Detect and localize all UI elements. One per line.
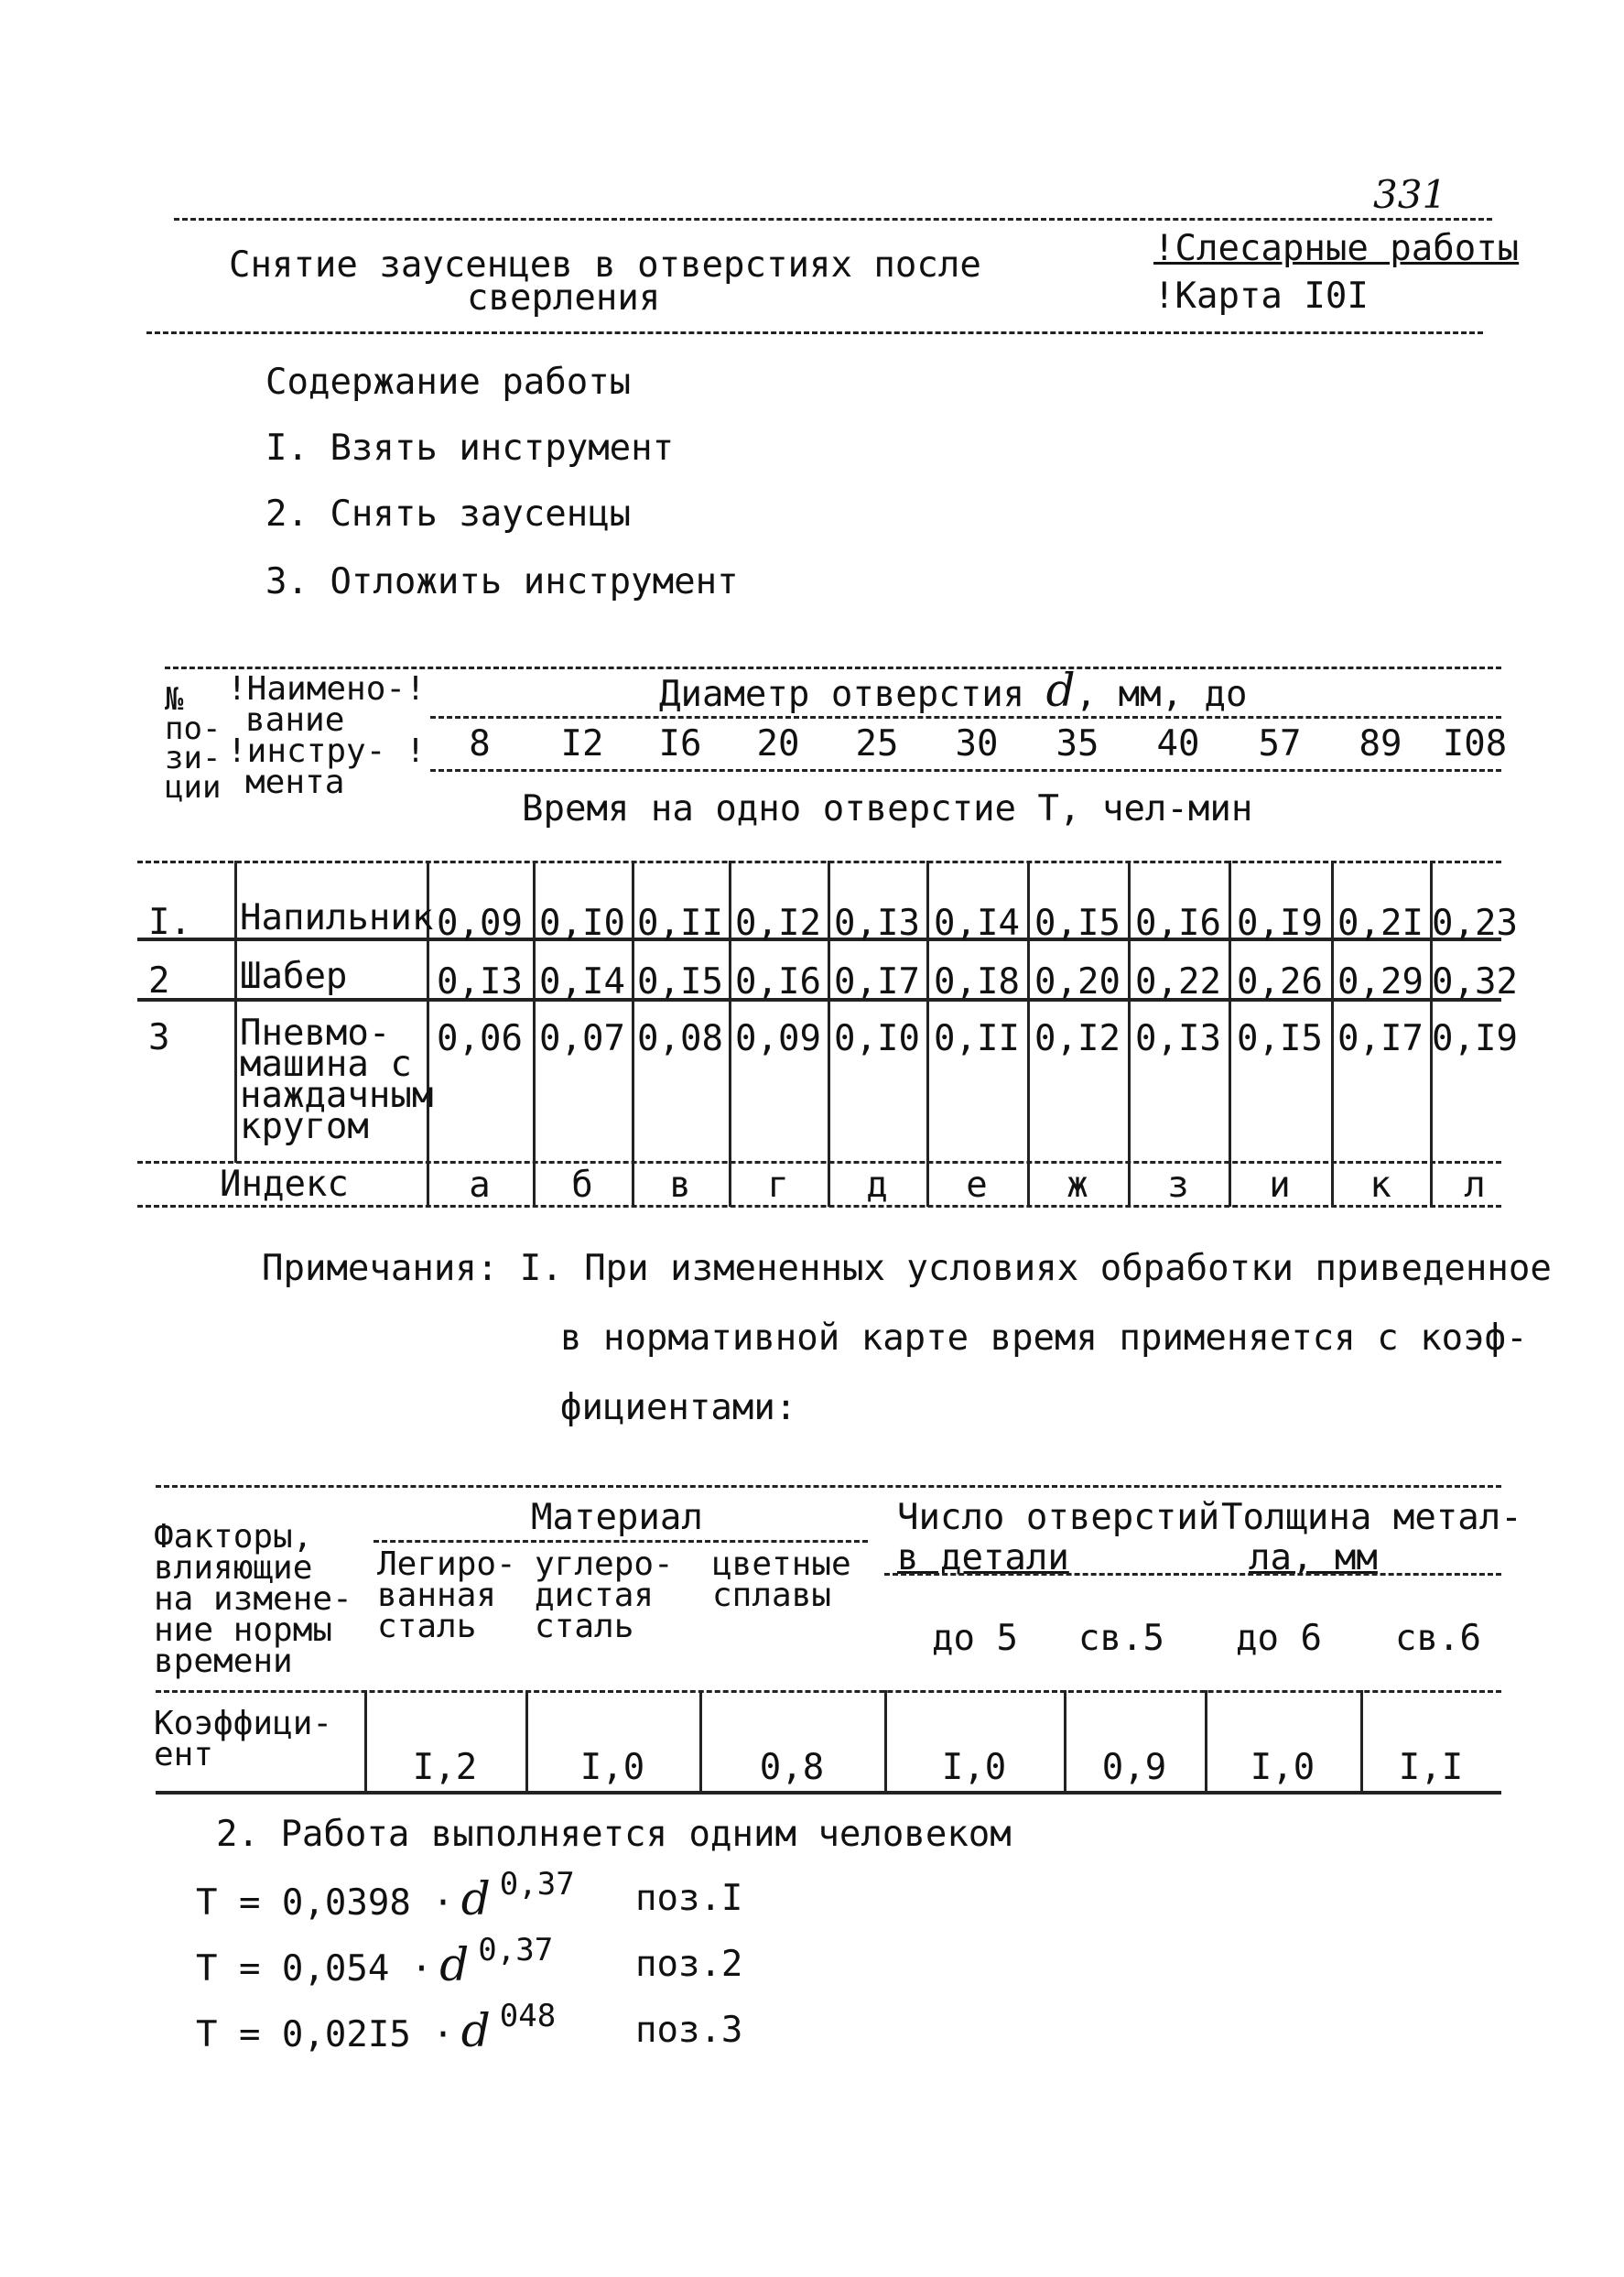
time-value: 0,I5 xyxy=(1237,1018,1323,1059)
material-col-nonferrous xyxy=(712,1545,851,1614)
factors-line: на измене- xyxy=(154,1580,352,1618)
index-letter: и xyxy=(1269,1165,1291,1206)
time-value: 0,I3 xyxy=(437,961,523,1003)
time-value: 0,I2 xyxy=(735,903,821,944)
formula-lhs: Т = 0,054 · xyxy=(196,1948,433,1990)
index-letter: л xyxy=(1464,1165,1486,1206)
coef-label-line: ент xyxy=(154,1736,214,1773)
card-label: !Карта I0I xyxy=(1153,276,1369,317)
holes-title-line: Число отверстий xyxy=(897,1497,1220,1538)
row-tool-name-line: кругом xyxy=(240,1106,369,1147)
notes-line-2: в нормативной карте время применяется с коэф- xyxy=(560,1317,1528,1359)
coef-value: I,2 xyxy=(412,1747,478,1788)
material-col-alloy xyxy=(377,1545,516,1645)
time-value: 0,II xyxy=(637,903,723,944)
time-value: 0,32 xyxy=(1432,961,1518,1003)
category-label: !Слесарные работы xyxy=(1153,228,1520,269)
diameter-values-rule xyxy=(430,769,1501,772)
diameter-value: I6 xyxy=(658,723,702,764)
formula-lhs: Т = 0,0398 · xyxy=(196,1882,454,1924)
formula-exponent: 0,37 xyxy=(499,1866,575,1903)
row-tool-name xyxy=(240,956,348,997)
diameter-title-text: Диаметр отверстия xyxy=(659,674,1025,715)
time-value: 0,I0 xyxy=(539,903,625,944)
formula-exponent: 048 xyxy=(499,1998,557,2034)
time-value: 0,I6 xyxy=(1135,903,1221,944)
index-letter: з xyxy=(1167,1165,1189,1206)
work-content-heading: Содержание работы xyxy=(265,362,632,403)
material-col-carbon xyxy=(535,1545,674,1645)
index-letter: е xyxy=(966,1165,988,1206)
time-value: 0,07 xyxy=(539,1018,625,1059)
formula-position: поз.3 xyxy=(635,2010,743,2051)
time-value: 0,I2 xyxy=(1034,1018,1121,1059)
pos-header-line: ции xyxy=(165,769,222,806)
material-col-line: сплавы xyxy=(712,1577,832,1614)
index-letter: ж xyxy=(1066,1165,1088,1206)
time-value: 0,09 xyxy=(735,1018,821,1059)
diameter-value: 35 xyxy=(1056,723,1099,764)
time-value: 0,26 xyxy=(1237,961,1323,1003)
row-tool-name-line: наждачным xyxy=(240,1075,434,1116)
material-col-line: сталь xyxy=(377,1608,477,1645)
row-tool-name xyxy=(240,897,434,938)
thick-col-over6: св.6 xyxy=(1395,1618,1481,1659)
name-header-line: мента xyxy=(245,764,345,801)
thickness-title-line: ла, мм xyxy=(1249,1537,1378,1578)
time-value: 0,I7 xyxy=(1337,1018,1424,1059)
name-header-line: !Наимено-! xyxy=(227,670,426,708)
formula-symbol: d xyxy=(460,1872,491,1925)
time-value: 0,I9 xyxy=(1237,903,1323,944)
page-number: 331 xyxy=(1373,172,1447,217)
material-title: Материал xyxy=(531,1497,703,1538)
time-value: 0,I8 xyxy=(934,961,1020,1003)
time-value: 0,I5 xyxy=(1034,903,1121,944)
material-col-line: цветные xyxy=(712,1545,851,1583)
holes-title-line: в детали xyxy=(897,1537,1069,1578)
material-col-line: дистая xyxy=(535,1577,655,1614)
notes-line-3: фициентами: xyxy=(560,1387,797,1428)
row-tool-name-line: Пневмо- xyxy=(240,1013,391,1054)
time-value: 0,I5 xyxy=(637,961,723,1003)
time-value: 0,22 xyxy=(1135,961,1221,1003)
pos-header-line: зи- xyxy=(165,740,222,776)
thickness-title xyxy=(1221,1498,1522,1578)
grid-line xyxy=(234,861,237,1163)
coef-value: I,0 xyxy=(579,1747,645,1788)
formula-exponent: 0,37 xyxy=(478,1932,554,1968)
pos-header xyxy=(165,681,222,806)
time-value: 0,I0 xyxy=(834,1018,920,1059)
step-1: I. Взять инструмент xyxy=(265,428,675,469)
holes-title xyxy=(897,1498,1219,1578)
row-tool-name-line: машина с xyxy=(240,1044,412,1085)
diameter-value: 57 xyxy=(1258,723,1302,764)
time-value: 0,II xyxy=(934,1018,1020,1059)
formula-symbol: d xyxy=(460,2004,491,2057)
formula xyxy=(196,1998,557,2057)
time-value: 0,I3 xyxy=(834,903,920,944)
thickness-title-line: Толщина метал- xyxy=(1221,1497,1522,1538)
holes-col-over5: св.5 xyxy=(1078,1618,1164,1659)
coef-value: I,0 xyxy=(941,1747,1007,1788)
material-rule xyxy=(374,1540,868,1543)
header-body-rule xyxy=(137,861,1501,863)
index-letter: к xyxy=(1370,1165,1391,1206)
thick-col-upto6: до 6 xyxy=(1236,1618,1322,1659)
step-2: 2. Снять заусенцы xyxy=(265,493,632,535)
name-header-line: !инстру- ! xyxy=(227,732,426,770)
material-col-line: сталь xyxy=(535,1608,634,1645)
formula-position: поз.I xyxy=(635,1878,743,1919)
header-bottom-rule xyxy=(146,331,1483,334)
coef-top-rule xyxy=(156,1485,1501,1488)
coef-bottom-rule xyxy=(156,1791,1501,1794)
pos-header-line: по- xyxy=(165,710,222,747)
holes-col-upto5: до 5 xyxy=(932,1618,1018,1659)
index-letter: в xyxy=(669,1165,691,1206)
index-letter: г xyxy=(767,1165,789,1206)
factors-line: влияющие xyxy=(154,1549,313,1587)
factors-line: Факторы, xyxy=(154,1518,313,1556)
diameter-value: I08 xyxy=(1442,723,1508,764)
row-tool-name xyxy=(240,1013,434,1147)
formula-lhs: Т = 0,02I5 · xyxy=(196,2014,454,2055)
formula-symbol: d xyxy=(439,1938,470,1991)
row-position: 3 xyxy=(148,1017,170,1058)
formula-position: поз.2 xyxy=(635,1944,743,1985)
note-2: 2. Работа выполняется одним человеком xyxy=(216,1814,1012,1855)
time-value: 0,2I xyxy=(1337,903,1424,944)
pos-header-line: № xyxy=(165,681,184,718)
formula xyxy=(196,1932,554,1991)
row-tool-name-line: Шабер xyxy=(240,956,348,997)
coef-label xyxy=(154,1705,333,1773)
diameter-value: 25 xyxy=(855,723,899,764)
diameter-value: 30 xyxy=(955,723,999,764)
diameter-title xyxy=(659,664,1248,717)
time-value: 0,29 xyxy=(1337,961,1424,1003)
name-header xyxy=(227,670,426,801)
diameter-suffix: , мм, до xyxy=(1075,674,1248,715)
name-header-line: вание xyxy=(245,701,345,739)
coef-value: 0,8 xyxy=(759,1747,825,1788)
index-letter: б xyxy=(571,1165,593,1206)
coef-value: 0,9 xyxy=(1101,1747,1167,1788)
coef-value: I,0 xyxy=(1250,1747,1315,1788)
coef-value: I,I xyxy=(1398,1747,1464,1788)
index-letter: д xyxy=(866,1165,888,1206)
factors-line: ние нормы xyxy=(154,1611,333,1649)
time-value: 0,I4 xyxy=(539,961,625,1003)
time-value: 0,08 xyxy=(637,1018,723,1059)
diameter-value: 89 xyxy=(1359,723,1402,764)
diameter-value: 20 xyxy=(756,723,800,764)
coef-label-line: Коэффици- xyxy=(154,1705,333,1742)
factors-line: времени xyxy=(154,1643,293,1680)
header-top-rule xyxy=(174,218,1492,221)
notes-line-1: Примечания: I. При измененных условиях обработки приведенное xyxy=(262,1248,1552,1289)
time-caption: Время на одно отверстие Т, чел-мин xyxy=(522,788,1253,829)
time-value: 0,I6 xyxy=(735,961,821,1003)
time-value: 0,09 xyxy=(437,903,523,944)
row-tool-name-line: Напильник xyxy=(240,897,434,938)
main-table-top-rule xyxy=(165,667,1501,669)
time-value: 0,I4 xyxy=(934,903,1020,944)
factors-label xyxy=(154,1518,352,1680)
row-position: I. xyxy=(148,902,191,943)
material-col-line: углеро- xyxy=(535,1545,674,1583)
time-value: 0,I3 xyxy=(1135,1018,1221,1059)
diameter-symbol: d xyxy=(1045,664,1076,717)
time-value: 0,06 xyxy=(437,1018,523,1059)
document-title-line1: Снятие заусенцев в отверстиях после xyxy=(229,244,981,286)
step-3: 3. Отложить инструмент xyxy=(265,561,739,602)
row-position: 2 xyxy=(148,960,170,1002)
diameter-value: I2 xyxy=(560,723,604,764)
formula xyxy=(196,1866,575,1925)
material-col-line: ванная xyxy=(377,1577,497,1614)
diameter-value: 8 xyxy=(469,723,491,764)
coef-header-rule xyxy=(156,1690,1501,1693)
document-title-line2: сверления xyxy=(467,277,661,319)
subheader-rule xyxy=(884,1573,1501,1576)
time-value: 0,20 xyxy=(1034,961,1121,1003)
material-col-line: Легиро- xyxy=(377,1545,516,1583)
time-value: 0,23 xyxy=(1432,903,1518,944)
diameter-title-rule xyxy=(430,716,1501,719)
time-value: 0,I7 xyxy=(834,961,920,1003)
index-letter: а xyxy=(469,1165,491,1206)
diameter-value: 40 xyxy=(1156,723,1200,764)
time-value: 0,I9 xyxy=(1432,1018,1518,1059)
index-label: Индекс xyxy=(220,1164,349,1205)
